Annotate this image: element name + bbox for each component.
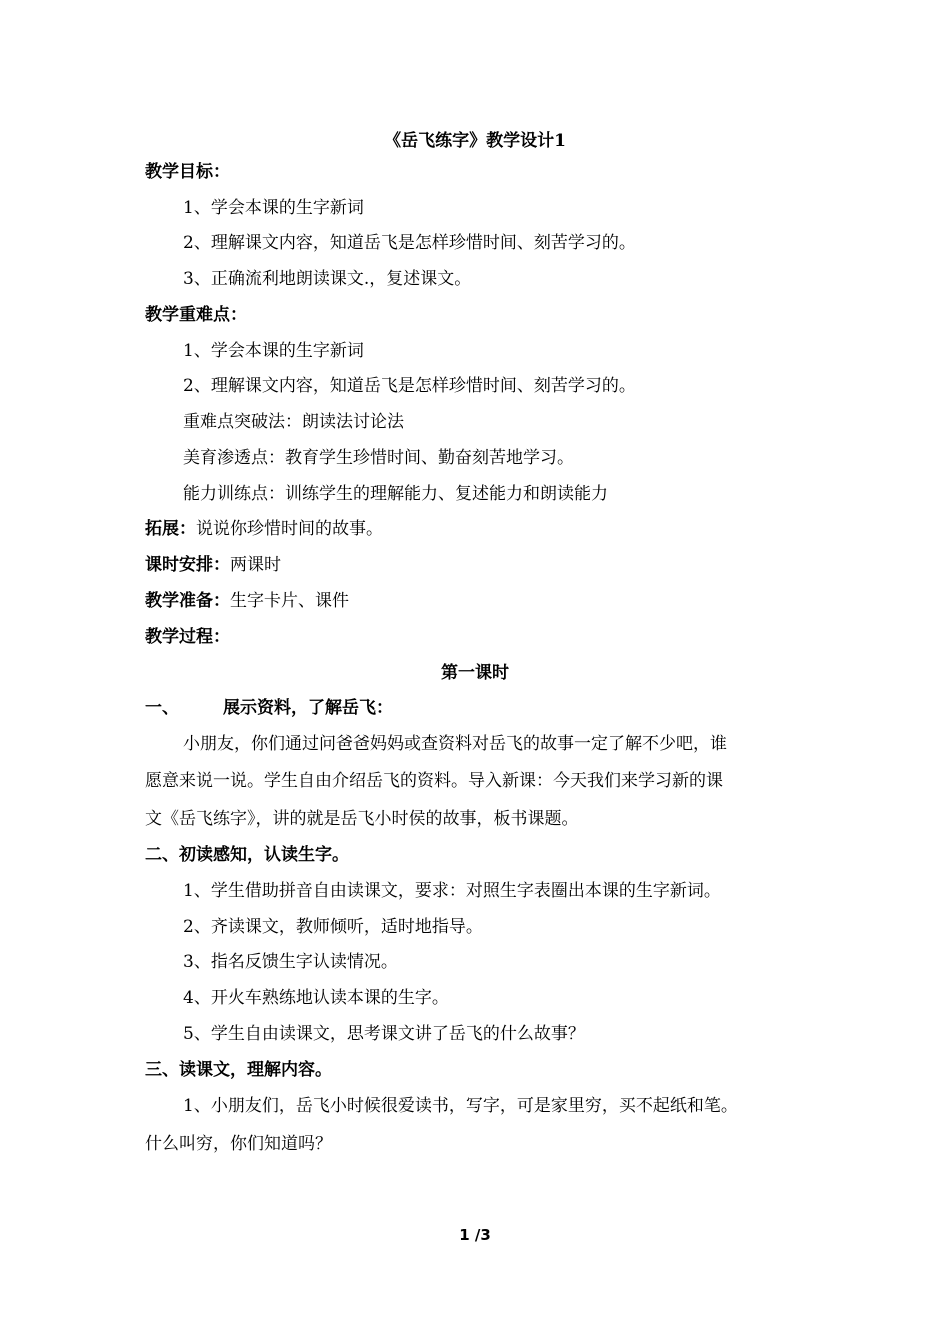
schedule-text: 两课时 — [230, 555, 281, 575]
goal-item: 3、正确流利地朗读课文.，复述课文。 — [183, 269, 472, 289]
section3-heading: 三、读课文，理解内容。 — [145, 1060, 332, 1080]
preparation-text: 生字卡片、课件 — [230, 591, 349, 611]
section1-line: 小朋友，你们通过问爸爸妈妈或查资料对岳飞的故事一定了解不少吧，谁 — [183, 734, 727, 754]
preparation-label: 教学准备： — [145, 591, 230, 611]
section2-item: 1、学生借助拼音自由读课文，要求：对照生字表圈出本课的生字新词。 — [183, 881, 721, 901]
goal-item: 1、学会本课的生字新词 — [183, 198, 364, 218]
extension-row — [145, 518, 383, 540]
extension-text: 说说你珍惜时间的故事。 — [196, 519, 383, 539]
section1-number: 一、 — [145, 698, 179, 718]
key-point-item: 1、学会本课的生字新词 — [183, 341, 364, 361]
section2-heading: 二、初读感知，认读生字。 — [145, 845, 349, 865]
section1-line: 愿意来说一说。学生自由介绍岳飞的资料。导入新课：今天我们来学习新的课 — [145, 771, 723, 791]
section1-line: 文《岳飞练字》，讲的就是岳飞小时侯的故事，板书课题。 — [145, 809, 579, 829]
section3-line: 什么叫穷，你们知道吗？ — [145, 1134, 332, 1154]
key-points-heading: 教学重难点： — [145, 305, 247, 325]
goal-item: 2、理解课文内容，知道岳飞是怎样珍惜时间、刻苦学习的。 — [183, 233, 636, 253]
section2-item: 5、学生自由读课文，思考课文讲了岳飞的什么故事？ — [183, 1024, 585, 1044]
key-point-item: 2、理解课文内容，知道岳飞是怎样珍惜时间、刻苦学习的。 — [183, 376, 636, 396]
goals-heading: 教学目标： — [145, 162, 230, 182]
schedule-label: 课时安排： — [145, 555, 230, 575]
schedule-row — [145, 554, 281, 576]
document-title: 《岳飞练字》教学设计1 — [384, 131, 566, 151]
section2-item: 2、齐读课文，教师倾听，适时地指导。 — [183, 917, 483, 937]
key-point-item: 能力训练点：训练学生的理解能力、复述能力和朗读能力 — [183, 484, 608, 504]
preparation-row — [145, 590, 349, 612]
lesson-one-heading: 第一课时 — [441, 663, 509, 683]
section3-line: 1、小朋友们，岳飞小时候很爱读书，写字，可是家里穷，买不起纸和笔。 — [183, 1096, 738, 1116]
extension-label: 拓展： — [145, 519, 196, 539]
process-heading: 教学过程： — [145, 627, 230, 647]
page-number: 1 /3 — [459, 1226, 491, 1244]
section1-title: 展示资料，了解岳飞： — [223, 698, 393, 718]
section2-item: 4、开火车熟练地认读本课的生字。 — [183, 988, 449, 1008]
key-point-item: 重难点突破法：朗读法讨论法 — [183, 412, 404, 432]
section1-heading — [145, 697, 393, 719]
section2-item: 3、指名反馈生字认读情况。 — [183, 952, 398, 972]
key-point-item: 美育渗透点：教育学生珍惜时间、勤奋刻苦地学习。 — [183, 448, 574, 468]
